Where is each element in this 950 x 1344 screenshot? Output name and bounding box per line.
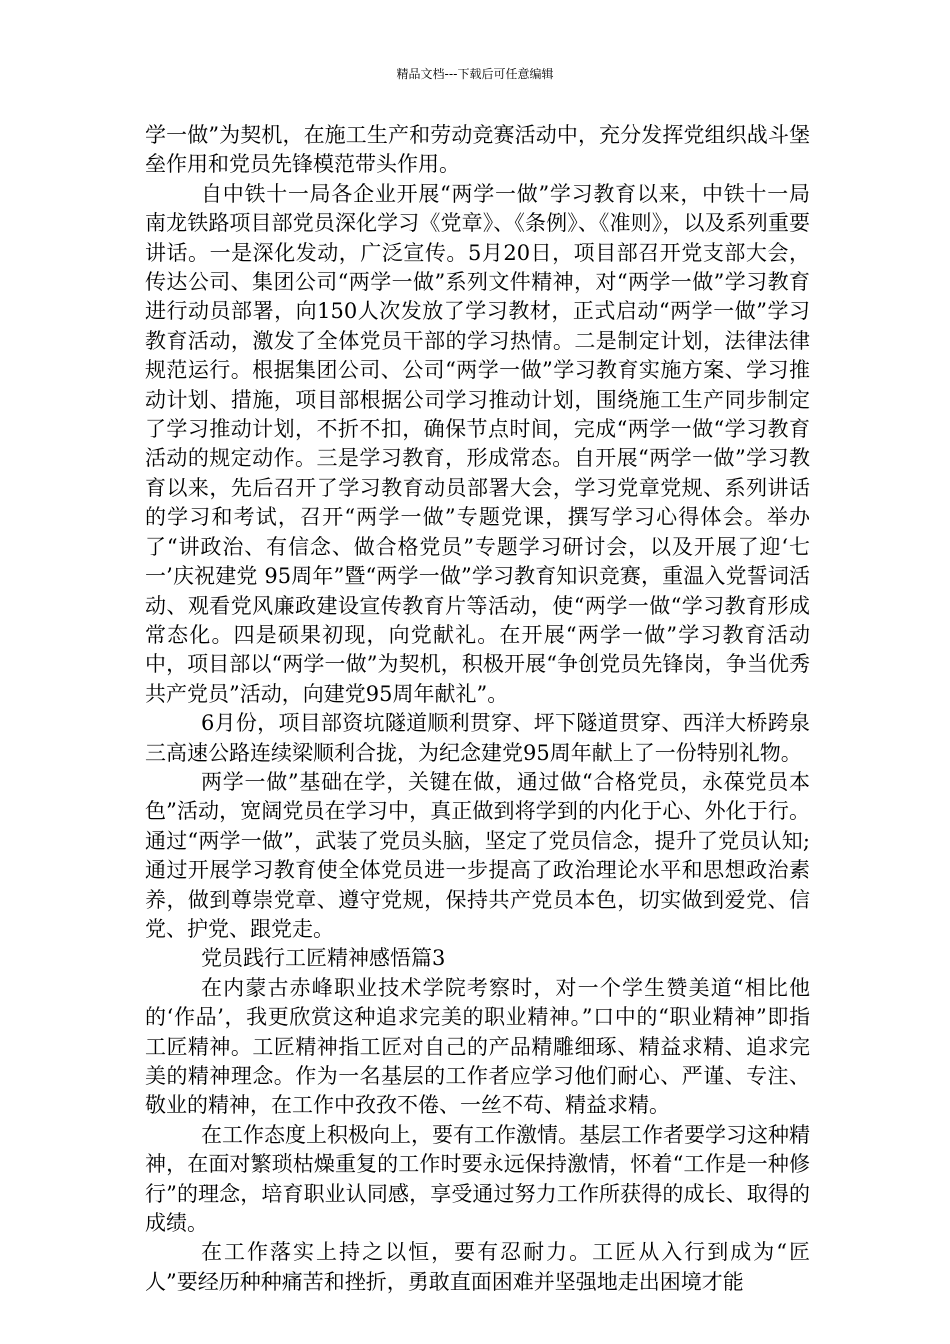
- section-heading: 党员践行工匠精神感悟篇3: [201, 946, 446, 971]
- document-body: [145, 121, 810, 1297]
- paragraph-5: 在内蒙古赤峰职业技术学院考察时，对一个学生赞美道“相比他的‘作品’，我更欣赏这种追求完美的职业精神。”口中的“职业精神”即指工匠精神。工匠精神指工匠对自己的产品精雕细琢、精益求精、追求完美的精神理念。作为一名基层的工作者应学习他们耐心、严谨、专注、敬业的精神，在工作中孜孜不倦、一丝不苟、精益求精。: [145, 975, 810, 1118]
- paragraph-3: 6月份，项目部资坑隧道顺利贯穿、坪下隧道贯穿、西洋大桥跨泉三高速公路连续梁顺利合拢，为纪念建党95周年献上了一份特别礼物。: [145, 711, 810, 765]
- paragraph-7: 在工作落实上持之以恒，要有忍耐力。工匠从入行到成为“匠人”要经历种种痛苦和挫折，勇敢直面困难并坚强地走出困境才能: [145, 1240, 810, 1294]
- page-header: 精品文档---下载后可任意编辑: [396, 67, 554, 81]
- paragraph-2: 自中铁十一局各企业开展“两学一做”学习教育以来，中铁十一局南龙铁路项目部党员深化学习《党章》、《条例》、《准则》，以及系列重要讲话。一是深化发动，广泛宣传。5月20日，项目部召开党支部大会，传达公司、集团公司“两学一做”系列文件精神，对“两学一做”学习教育进行动员部署，向150人次发放了学习教材，正式启动“两学一做”学习教育活动，激发了全体党员干部的学习热情。二是制定计划，法律法律规范运行。根据集团公司、公司“两学一做”学习教育实施方案、学习推动计划、措施，项目部根据公司学习推动计划，围绕施工生产同步制定了学习推动计划，不折不扣，确保节点时间，完成“两学一做“学习教育活动的规定动作。三是学习教育，形成常态。自开展“两学一做”学习教育以来，先后召开了学习教育动员部署大会，学习党章党规、系列讲话的学习和考试，召开“两学一做”专题党课，撰写学习心得体会。举办了“讲政治、有信念、做合格党员”专题学习研讨会，以及开展了迎‘七一’庆祝建党 95周年”暨“两学一做”学习教育知识竞赛，重温入党誓词活动、观看党风廉政建设宣传教育片等活动，使“两学一做“学习教育形成常态化。四是硕果初现，向党献礼。在开展“两学一做”学习教育活动中，项目部以“两学一做”为契机，积极开展“争创党员先锋岗，争当优秀共产党员”活动，向建党95周年献礼”。: [145, 181, 810, 706]
- paragraph-1: 学一做”为契机，在施工生产和劳动竞赛活动中，充分发挥党组织战斗堡垒作用和党员先锋模范带头作用。: [145, 123, 810, 177]
- paragraph-4: 两学一做”基础在学，关键在做，通过做“合格党员，永葆党员本色”活动，宽阔党员在学习中，真正做到将学到的内化于心、外化于行。通过“两学一做”，武装了党员头脑，坚定了党员信念，提升了党员认知;通过开展学习教育使全体党员进一步提高了政治理论水平和思想政治素养，做到尊崇党章、遵守党规，保持共产党员本色，切实做到爱党、信党、护党、跟党走。: [145, 769, 810, 941]
- paragraph-6: 在工作态度上积极向上，要有工作激情。基层工作者要学习这种精神，在面对繁琐枯燥重复的工作时要永远保持激情，怀着“工作是一种修行”的理念，培育职业认同感，享受通过努力工作所获得的成长、取得的成绩。: [145, 1122, 810, 1236]
